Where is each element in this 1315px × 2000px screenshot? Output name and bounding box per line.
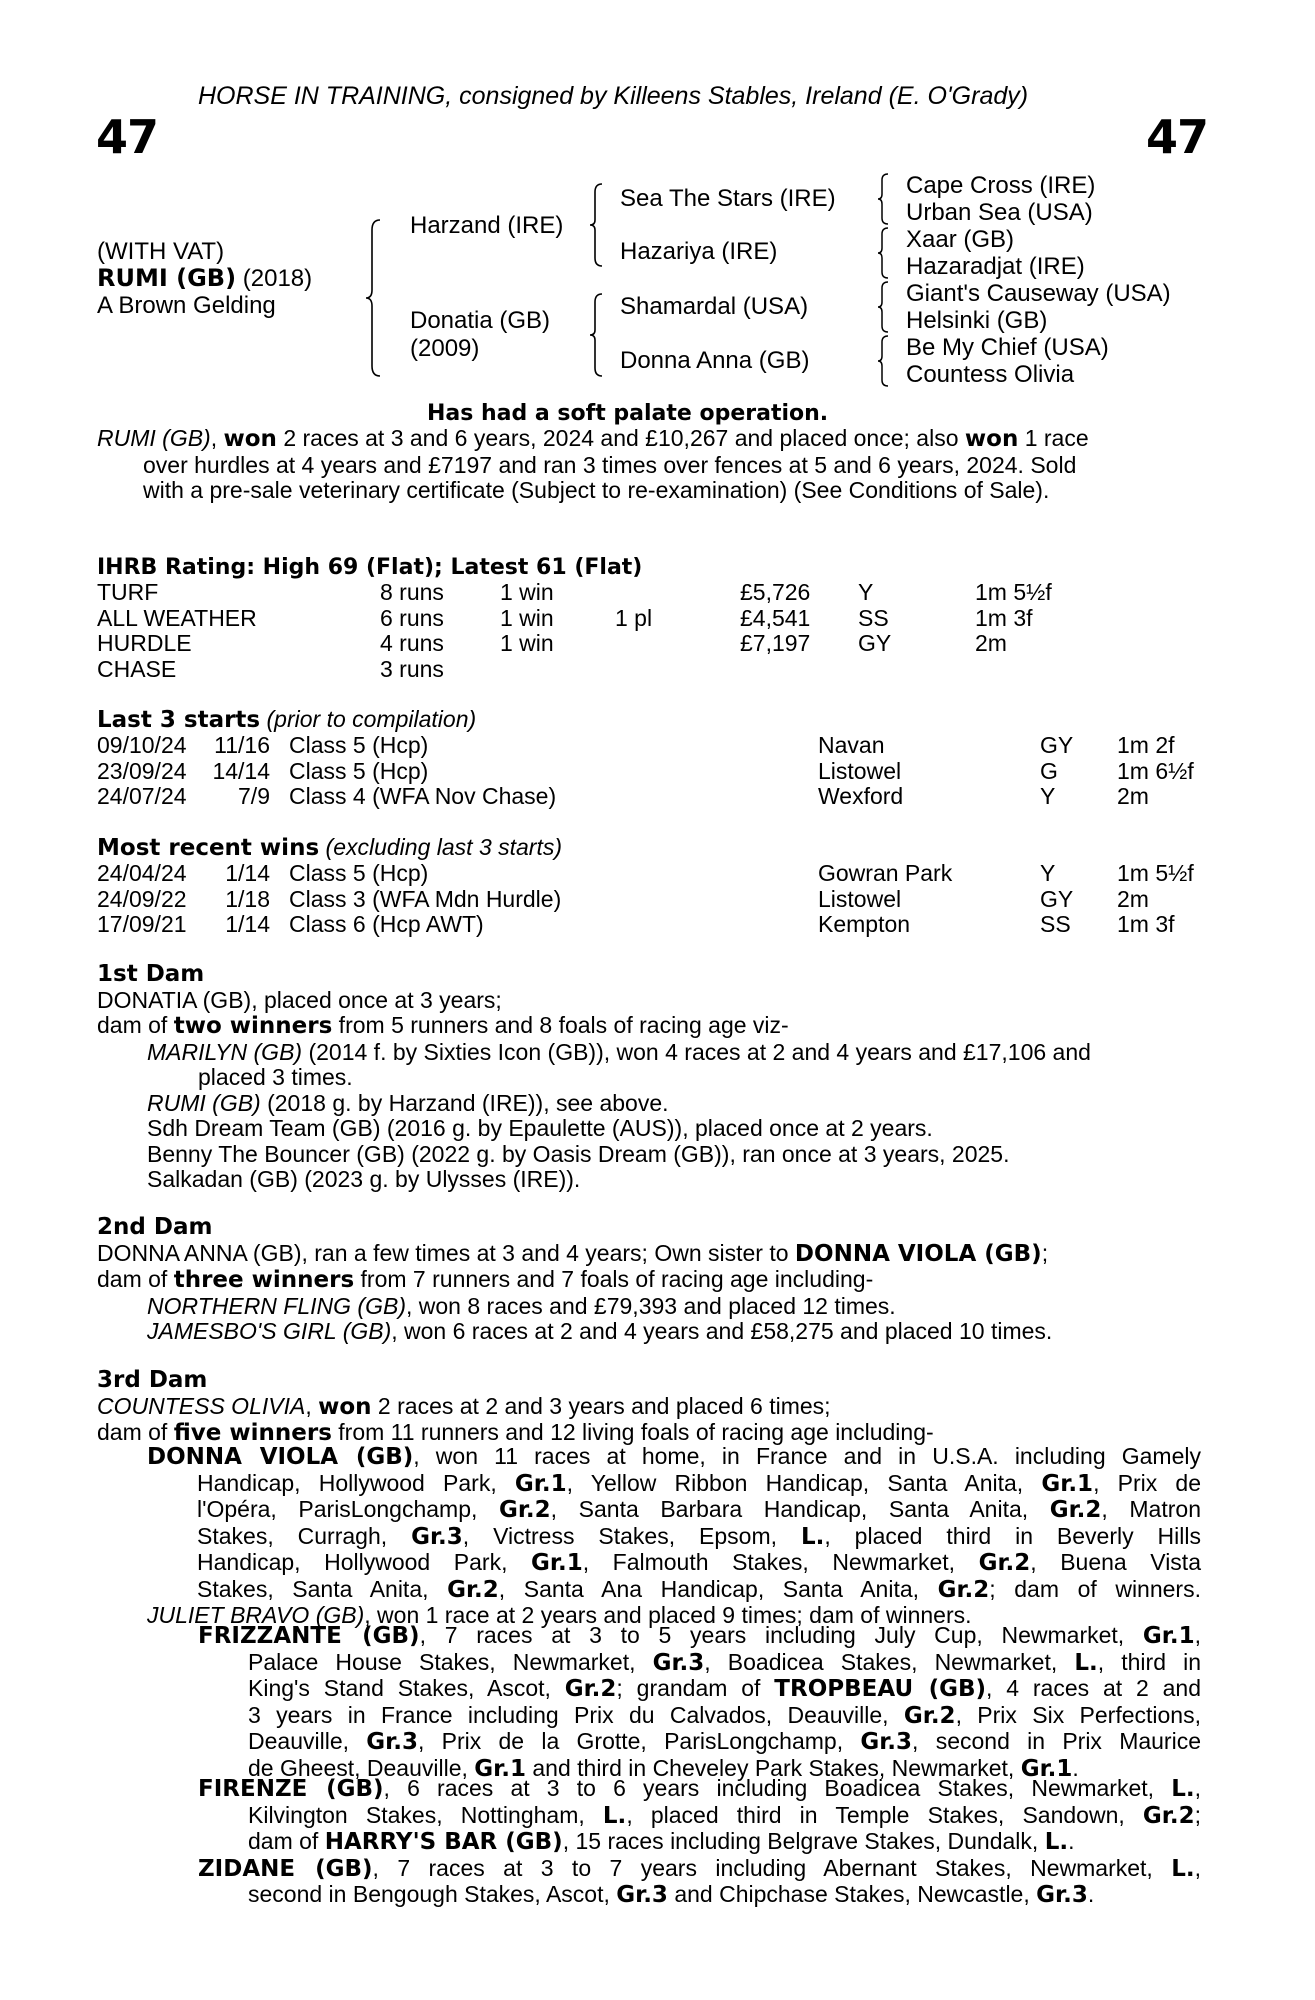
second-dam-title: 2nd Dam xyxy=(97,1214,213,1240)
last3-dist: 1m 6½f xyxy=(1117,757,1194,784)
recent-win-going: SS xyxy=(1040,911,1071,937)
wins-title: Most recent wins xyxy=(97,835,320,861)
third-dam-section xyxy=(97,1368,1201,1447)
pedigree-brace-g4 xyxy=(876,334,892,388)
last3-course: Navan xyxy=(818,732,885,758)
last3-note: (prior to compilation) xyxy=(266,706,477,732)
horse-name: RUMI (GB) xyxy=(97,264,237,292)
pedigree-g5: Giant's Causeway (USA) xyxy=(906,280,1171,307)
recent-win-pos: 1/14 xyxy=(225,911,270,937)
summary-paragraph: RUMI (GB), won 2 races at 3 and 6 years, 2024 and £10,267 and placed once; also won 1 race over hurdles at 4 years and £7197 and ran 3 times over fences at 5 and 6 years, 2024. Sold with a pre-sale veterinary certificate (Subject to re-examination) (See Conditions of Sale). xyxy=(97,426,1201,504)
pedigree-g4: Hazaradjat (IRE) xyxy=(906,253,1085,280)
first-dam-offspring-marilyn-cont: placed 3 times. xyxy=(198,1064,353,1090)
first-dam-line1: DONATIA (GB), placed once at 3 years; xyxy=(97,986,502,1013)
pedigree-g8: Countess Olivia xyxy=(906,361,1075,388)
pedigree-brace-g3 xyxy=(876,280,892,334)
recent-win-cls: Class 5 (Hcp) xyxy=(289,860,429,886)
recent-win-dist: 2m xyxy=(1117,885,1149,912)
last3-cls: Class 5 (Hcp) xyxy=(289,757,429,784)
frizzante-entry: FRIZZANTE (GB), 7 races at 3 to 5 years including July Cup, Newmarket, Gr.1, Palace House Stakes, Newmarket, Gr.3, Boadicea Stakes, Newmarket, L., third in King's Stand Stakes, Ascot, Gr.2; grandam of TROPBEAU (GB), 4 races at 2 and 3 years in France including Prix du Calvados, Deauville, Gr.2, Prix Six Perfections, Deauville, Gr.3, Prix de la Grotte, ParisLongchamp, Gr.3, second in Prix Maurice de Gheest, Deauville, Gr.1 and third in Cheveley Park Stakes, Newmarket, Gr.1. xyxy=(198,1622,1201,1782)
frizzante-name: FRIZZANTE (GB) xyxy=(198,1623,420,1649)
pedigree-dam-year: (2009) xyxy=(410,335,480,362)
wins-note: (excluding last 3 starts) xyxy=(325,834,563,860)
lot-number-left: 47 xyxy=(96,110,159,164)
last3-cls: Class 4 (WFA Nov Chase) xyxy=(289,783,557,809)
race-record-dist: 2m xyxy=(975,630,1007,656)
recent-win-cls: Class 3 (WFA Mdn Hurdle) xyxy=(289,885,562,912)
pedigree-brace-dam xyxy=(588,292,606,378)
pedigree-g2: Urban Sea (USA) xyxy=(906,199,1093,226)
first-dam-offspring-salkadan: Salkadan (GB) (2023 g. by Ulysses (IRE)). xyxy=(147,1166,581,1192)
last3-date: 24/07/24 xyxy=(97,783,187,809)
race-record-pl: 1 pl xyxy=(615,604,653,631)
summary-won2: won xyxy=(964,426,1019,452)
pedigree-dam: Donatia (GB) xyxy=(410,307,551,334)
first-dam-offspring-rumi: RUMI (GB) (2018 g. by Harzand (IRE)), see above. xyxy=(147,1089,669,1116)
pedigree-brace-main xyxy=(364,218,384,378)
recent-win-course: Kempton xyxy=(818,911,911,937)
race-record-dist: 1m 3f xyxy=(975,604,1033,631)
soft-palate-note: Has had a soft palate operation. xyxy=(427,401,829,426)
pedigree-g3: Xaar (GB) xyxy=(906,226,1015,253)
horse-description: A Brown Gelding xyxy=(97,292,276,319)
last3-pos: 7/9 xyxy=(238,783,270,809)
race-record-type: TURF xyxy=(97,579,159,605)
pedigree-g7: Be My Chief (USA) xyxy=(906,334,1109,361)
lot-number-right: 47 xyxy=(1146,110,1209,164)
last3-course: Listowel xyxy=(818,757,902,784)
firenze-name: FIRENZE (GB) xyxy=(198,1776,384,1802)
race-record-runs: 4 runs xyxy=(380,630,444,656)
pedigree-brace-g1 xyxy=(876,172,892,226)
pedigree-g1: Cape Cross (IRE) xyxy=(906,172,1096,199)
summary-name: RUMI (GB) xyxy=(97,425,211,451)
last3-date: 23/09/24 xyxy=(97,757,187,784)
vat-note: (WITH VAT) xyxy=(97,238,225,265)
recent-win-going: GY xyxy=(1040,885,1074,912)
pedigree-g6: Helsinki (GB) xyxy=(906,307,1048,334)
recent-win-cls: Class 6 (Hcp AWT) xyxy=(289,911,484,937)
last3-dist: 1m 2f xyxy=(1117,732,1175,758)
summary-text1: 2 races at 3 and 6 years, 2024 and £10,267 and placed once; also xyxy=(276,425,965,451)
recent-win-date: 24/04/24 xyxy=(97,860,187,886)
recent-win-pos: 1/18 xyxy=(225,885,270,912)
second-dam-offspring-northern: NORTHERN FLING (GB), won 8 races and £79,393 and placed 12 times. xyxy=(147,1292,896,1319)
recent-win-dist: 1m 3f xyxy=(1117,911,1175,937)
race-record-runs: 8 runs xyxy=(380,579,444,605)
harrys-bar-name: HARRY'S BAR (GB) xyxy=(324,1829,563,1855)
pedigree-dam-dam: Donna Anna (GB) xyxy=(620,347,810,374)
recent-win-date: 24/09/22 xyxy=(97,885,187,912)
race-record-runs: 6 runs xyxy=(380,604,444,631)
last3-dist: 2m xyxy=(1117,783,1149,809)
recent-win-pos: 1/14 xyxy=(225,860,270,886)
firenze-entry: FIRENZE (GB), 6 races at 3 to 6 years including Boadicea Stakes, Newmarket, L., Kilvington Stakes, Nottingham, L., placed third in Temple Stakes, Sandown, Gr.2; dam of HARRY'S BAR (GB), 15 races including Belgrave Stakes, Dundalk, L.. ZIDANE (GB), 7 races at 3 to 7 years including Abernant Stakes, Newmarket, L., second in Bengough Stakes, Ascot, Gr.3 and Chipchase Stakes, Newcastle, Gr.3. xyxy=(198,1775,1202,1908)
last3-cls: Class 5 (Hcp) xyxy=(289,732,429,758)
last3-date: 09/10/24 xyxy=(97,732,187,758)
last3-pos: 11/16 xyxy=(214,732,270,758)
recent-win-going: Y xyxy=(1040,860,1056,886)
page-header: HORSE IN TRAINING, consigned by Killeens Stables, Ireland (E. O'Grady) xyxy=(198,82,1029,110)
last3-heading xyxy=(97,707,476,733)
juliet-bravo-entry: JULIET BRAVO (GB), won 1 race at 2 years and placed 9 times; dam of winners. xyxy=(147,1602,972,1628)
tropbeau-name: TROPBEAU (GB) xyxy=(774,1676,987,1702)
pedigree-dam-sire: Shamardal (USA) xyxy=(620,293,809,320)
horse-identity xyxy=(97,264,312,293)
recent-win-course: Gowran Park xyxy=(818,860,953,886)
race-record-wins: 1 win xyxy=(500,579,554,605)
third-dam-line2: dam of five winners from 11 runners and 12 living foals of racing age including- xyxy=(97,1419,934,1446)
first-dam-offspring-marilyn: MARILYN (GB) (2014 f. by Sixties Icon (GB)), won 4 races at 2 and 4 years and £17,106 and xyxy=(147,1038,1091,1065)
last3-going: Y xyxy=(1040,783,1056,809)
pedigree-sire-dam: Hazariya (IRE) xyxy=(620,238,778,265)
first-dam-title: 1st Dam xyxy=(97,961,205,987)
zidane-name: ZIDANE (GB) xyxy=(198,1855,373,1882)
last3-going: GY xyxy=(1040,732,1074,758)
race-record-prize: £4,541 xyxy=(740,604,811,631)
pedigree-brace-g2 xyxy=(876,226,892,280)
race-record-going: Y xyxy=(858,579,874,605)
race-record-prize: £7,197 xyxy=(740,630,811,656)
ihrb-rating: IHRB Rating: High 69 (Flat); Latest 61 (Flat) xyxy=(97,555,643,580)
race-record-type: CHASE xyxy=(97,655,177,682)
race-record-wins: 1 win xyxy=(500,630,554,656)
race-record-going: GY xyxy=(858,630,892,656)
last3-title: Last 3 starts xyxy=(97,707,261,733)
race-record-type: HURDLE xyxy=(97,630,192,656)
first-dam-section xyxy=(97,962,1201,1193)
second-dam-offspring-jamesbo: JAMESBO'S GIRL (GB), won 6 races at 2 and 4 years and £58,275 and placed 10 times. xyxy=(147,1318,1053,1344)
horse-year: (2018) xyxy=(242,265,313,292)
summary-won: won xyxy=(223,426,277,452)
third-dam-title: 3rd Dam xyxy=(97,1367,208,1393)
pedigree-sire-sire: Sea The Stars (IRE) xyxy=(620,185,836,212)
second-dam-line2: dam of three winners from 7 runners and 7 foals of racing age including- xyxy=(97,1266,874,1293)
first-dam-offspring-sdh: Sdh Dream Team (GB) (2016 g. by Epaulette (AUS)), placed once at 2 years. xyxy=(147,1115,933,1141)
race-record-wins: 1 win xyxy=(500,604,554,631)
race-record-prize: £5,726 xyxy=(740,579,811,605)
race-record-runs: 3 runs xyxy=(380,655,444,682)
recent-win-course: Listowel xyxy=(818,885,902,912)
wins-heading xyxy=(97,835,562,861)
pedigree-sire: Harzand (IRE) xyxy=(410,212,564,239)
last3-going: G xyxy=(1040,757,1058,784)
race-record-going: SS xyxy=(858,604,889,631)
donna-viola-entry: DONNA VIOLA (GB), won 11 races at home, in France and in U.S.A. including Gamely Handicap, Hollywood Park, Gr.1, Yellow Ribbon Handicap, Santa Anita, Gr.1, Prix de l'Opéra, ParisLongchamp, Gr.2, Santa Barbara Handicap, Santa Anita, Gr.2, Matron Stakes, Curragh, Gr.3, Victress Stakes, Epsom, L., placed third in Beverly Hills Handicap, Hollywood Park, Gr.1, Falmouth Stakes, Newmarket, Gr.2, Buena Vista Stakes, Santa Anita, Gr.2, Santa Ana Handicap, Santa Anita, Gr.2; dam of winners. JULIET BRAVO (GB), won 1 race at 2 years and placed 9 times; dam of winners. xyxy=(147,1443,1201,1628)
second-dam-line1: DONNA ANNA (GB), ran a few times at 3 and 4 years; Own sister to DONNA VIOLA (GB); xyxy=(97,1239,1049,1267)
pedigree-brace-sire xyxy=(588,182,606,268)
first-dam-offspring-benny: Benny The Bouncer (GB) (2022 g. by Oasis Dream (GB)), ran once at 3 years, 2025. xyxy=(147,1140,1010,1167)
summary-line2: over hurdles at 4 years and £7197 and ran 3 times over fences at 5 and 6 years, 2024. Sold xyxy=(143,451,1077,478)
recent-win-dist: 1m 5½f xyxy=(1117,860,1194,886)
summary-line3: with a pre-sale veterinary certificate (Subject to re-examination) (See Conditions of Sale). xyxy=(143,477,1050,503)
second-dam-section xyxy=(97,1215,1201,1345)
summary-text2: 1 race xyxy=(1018,425,1089,451)
donna-viola-name: DONNA VIOLA (GB) xyxy=(147,1444,414,1470)
last3-course: Wexford xyxy=(818,783,904,809)
first-dam-line2: dam of two winners from 5 runners and 8 foals of racing age viz- xyxy=(97,1012,789,1039)
recent-win-date: 17/09/21 xyxy=(97,911,187,937)
race-record-dist: 1m 5½f xyxy=(975,579,1052,605)
third-dam-line1: COUNTESS OLIVIA, won 2 races at 2 and 3 years and placed 6 times; xyxy=(97,1392,831,1420)
last3-pos: 14/14 xyxy=(212,757,270,784)
race-record-type: ALL WEATHER xyxy=(97,604,257,631)
